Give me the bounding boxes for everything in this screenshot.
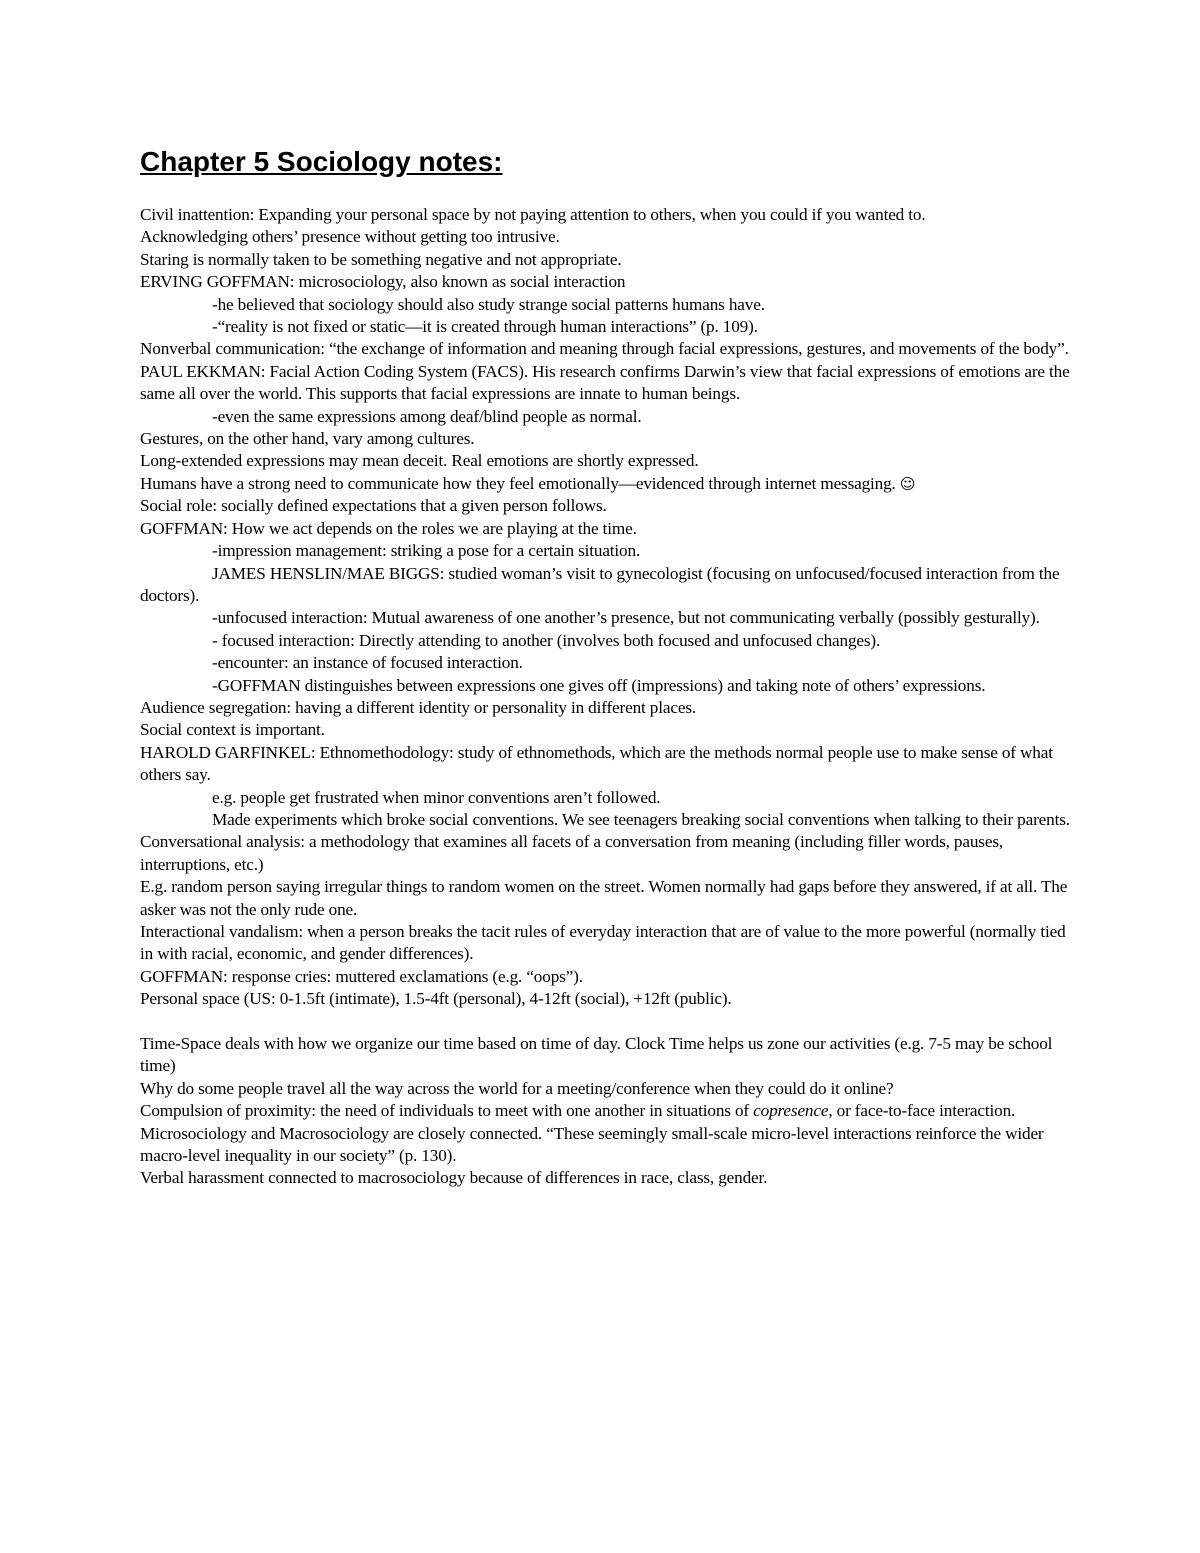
note-line-indented: -he believed that sociology should also study strange social patterns humans have.	[212, 294, 765, 314]
note-line: Social context is important.	[140, 720, 325, 740]
note-text: Made experiments which broke social conventions. We see teenagers breaking social conventions when talking to their parents.	[212, 809, 1070, 829]
notes-body	[140, 204, 1070, 1190]
note-line-indented: -“reality is not fixed or static—it is created through human interactions” (p. 109).	[212, 317, 758, 337]
note-line-with-italic	[140, 1100, 1070, 1122]
note-line-indented: e.g. people get frustrated when minor conventions aren’t followed.	[212, 787, 661, 807]
italic-term: copresence	[753, 1101, 829, 1121]
note-line: Microsociology and Macrosociology are closely connected. “These seemingly small-scale micro-level interactions reinforce the wider macro-level inequality in our society” (p. 130).	[140, 1123, 1044, 1166]
note-line: Social role: socially defined expectations that a given person follows.	[140, 496, 607, 516]
note-text: -unfocused interaction: Mutual awareness of one another’s presence, but not communicating verbally (possibly gesturally).	[212, 608, 1040, 628]
note-line: HAROLD GARFINKEL: Ethnomethodology: study of ethnomethods, which are the methods normal people use to make sense of what others say.	[140, 742, 1053, 785]
note-line-indented: - focused interaction: Directly attending to another (involves both focused and unfocused changes).	[212, 630, 881, 650]
note-line: Interactional vandalism: when a person breaks the tacit rules of everyday interaction that are of value to the more powerful (normally tied in with racial, economic, and gender differences).	[140, 922, 1066, 964]
note-line: Why do some people travel all the way across the world for a meeting/conference when they could do it online?	[140, 1078, 894, 1098]
note-text: -GOFFMAN distinguishes between expressions one gives off (impressions) and taking note of others’ expressions.	[212, 675, 986, 695]
note-line: ERVING GOFFMAN: microsociology, also known as social interaction	[140, 272, 626, 292]
note-text: Compulsion of proximity: the need of individuals to meet with one another in situations of	[140, 1101, 749, 1121]
document-page	[140, 142, 1070, 1190]
note-line-indented: -encounter: an instance of focused interaction.	[212, 653, 523, 673]
note-line: Conversational analysis: a methodology that examines all facets of a conversation from meaning (including filler words, pauses, interruptions, etc.)	[140, 832, 1004, 874]
note-line: PAUL EKKMAN: Facial Action Coding System (FACS). His research confirms Darwin’s view that facial expressions of emotions are the same all over the world. This supports that facial expressions are innate to human beings.	[140, 361, 1070, 404]
note-line-hanging	[140, 607, 1070, 629]
note-line: Nonverbal communication: “the exchange of information and meaning through facial expressions, gestures, and movements of the body”.	[140, 339, 1069, 359]
note-text: JAMES HENSLIN/MAE BIGGS: studied woman’s visit to gynecologist (focusing on unfocused/focused interaction from the doctors).	[140, 563, 1060, 605]
note-line: E.g. random person saying irregular things to random women on the street. Women normally had gaps before they answered, if at all. The asker was not the only rude one.	[140, 877, 1068, 919]
note-text: , or face-to-face interaction.	[828, 1101, 1016, 1121]
note-line-indented: -impression management: striking a pose for a certain situation.	[212, 541, 641, 561]
note-line: Audience segregation: having a different identity or personality in different places.	[140, 697, 696, 717]
note-line: Civil inattention: Expanding your personal space by not paying attention to others, when you could if you wanted to.	[140, 205, 926, 224]
note-line: GOFFMAN: response cries: muttered exclamations (e.g. “oops”).	[140, 966, 583, 986]
note-line: GOFFMAN: How we act depends on the roles we are playing at the time.	[140, 518, 637, 538]
note-line-indented: -even the same expressions among deaf/blind people as normal.	[212, 406, 642, 426]
note-line: Gestures, on the other hand, vary among cultures.	[140, 429, 475, 449]
note-line: Time-Space deals with how we organize our time based on time of day. Clock Time helps us zone our activities (e.g. 7-5 may be school time)	[140, 1034, 1053, 1076]
note-line: Acknowledging others’ presence without getting too intrusive.	[140, 227, 560, 247]
note-line: Long-extended expressions may mean deceit. Real emotions are shortly expressed.	[140, 451, 699, 471]
note-line-hanging	[140, 809, 1070, 831]
note-line: Personal space (US: 0-1.5ft (intimate), 1.5-4ft (personal), 4-12ft (social), +12ft (public).	[140, 989, 732, 1009]
smiley-icon: ☺	[899, 474, 916, 493]
note-line-hanging	[140, 563, 1070, 608]
blank-line	[140, 1011, 1070, 1033]
note-line: Verbal harassment connected to macrosociology because of differences in race, class, gender.	[140, 1168, 768, 1188]
note-line-hanging	[140, 675, 1070, 697]
note-line: Staring is normally taken to be something negative and not appropriate.	[140, 249, 622, 269]
note-text: Humans have a strong need to communicate how they feel emotionally—evidenced through internet messaging.	[140, 473, 896, 493]
page-title: Chapter 5 Sociology notes:	[140, 146, 503, 177]
note-line-with-smiley	[140, 473, 1070, 495]
